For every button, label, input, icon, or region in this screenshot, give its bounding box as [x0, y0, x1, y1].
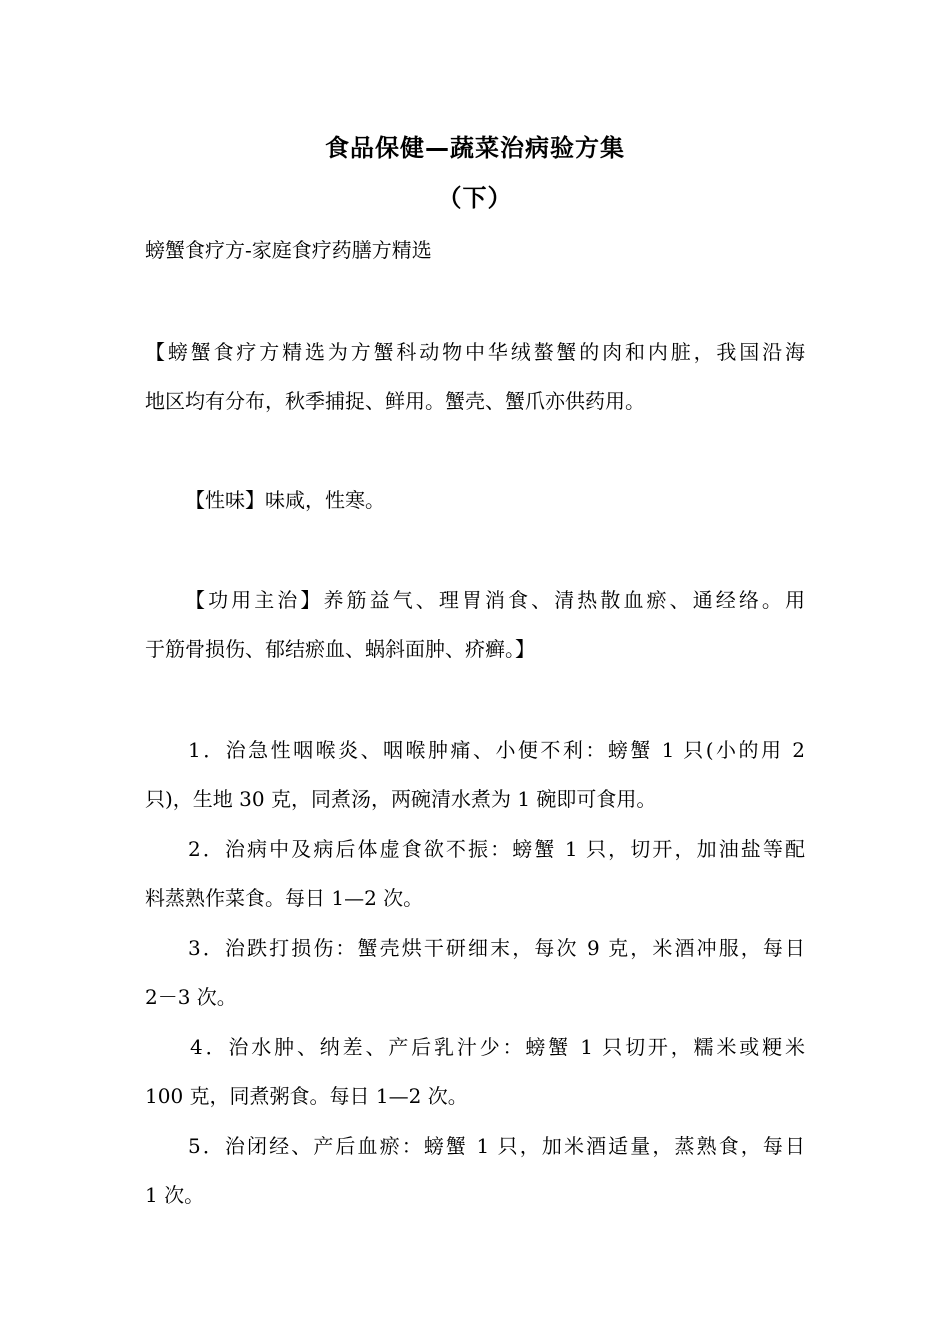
remedy-2-line-1: 2．治病中及病后体虚食欲不振：螃蟹 1 只，切开，加油盐等配: [188, 837, 805, 861]
function-line-1: 【功用主治】养筋益气、理胃消食、清热散血瘀、通经络。用: [185, 588, 805, 612]
remedy-5-line-2: 1 次。: [145, 1183, 205, 1207]
remedy-1-line-1: 1．治急性咽喉炎、咽喉肿痛、小便不利：螃蟹 1 只(小的用 2: [188, 738, 805, 762]
remedy-4-line-1: 4．治水肿、纳差、产后乳汁少：螃蟹 1 只切开，糯米或粳米: [190, 1035, 805, 1059]
function-line-2: 于筋骨损伤、郁结瘀血、蜗斜面肿、疥癣。】: [145, 637, 535, 661]
document-subtitle: （下）: [437, 184, 513, 212]
document-title: 食品保健—蔬菜治病验方集: [325, 134, 625, 162]
remedy-3-line-2: 2－3 次。: [145, 985, 237, 1009]
remedy-3-line-1: 3．治跌打损伤：蟹壳烘干研细末，每次 9 克，米酒冲服，每日: [188, 936, 805, 960]
remedy-2-line-2: 料蒸熟作菜食。每日 1—2 次。: [145, 886, 424, 910]
section-heading: 螃蟹食疗方-家庭食疗药膳方精选: [145, 238, 432, 262]
nature-paragraph: 【性味】味咸，性寒。: [185, 488, 385, 512]
intro-line-1: 【螃蟹食疗方精选为方蟹科动物中华绒螯蟹的肉和内脏，我国沿海: [145, 340, 805, 364]
remedy-1-line-2: 只)，生地 30 克，同煮汤，两碗清水煮为 1 碗即可食用。: [145, 787, 657, 811]
remedy-4-line-2: 100 克，同煮粥食。每日 1—2 次。: [145, 1084, 468, 1108]
remedy-5-line-1: 5．治闭经、产后血瘀：螃蟹 1 只，加米酒适量，蒸熟食，每日: [188, 1134, 805, 1158]
intro-line-2: 地区均有分布，秋季捕捉、鲜用。蟹壳、蟹爪亦供药用。: [145, 389, 645, 413]
